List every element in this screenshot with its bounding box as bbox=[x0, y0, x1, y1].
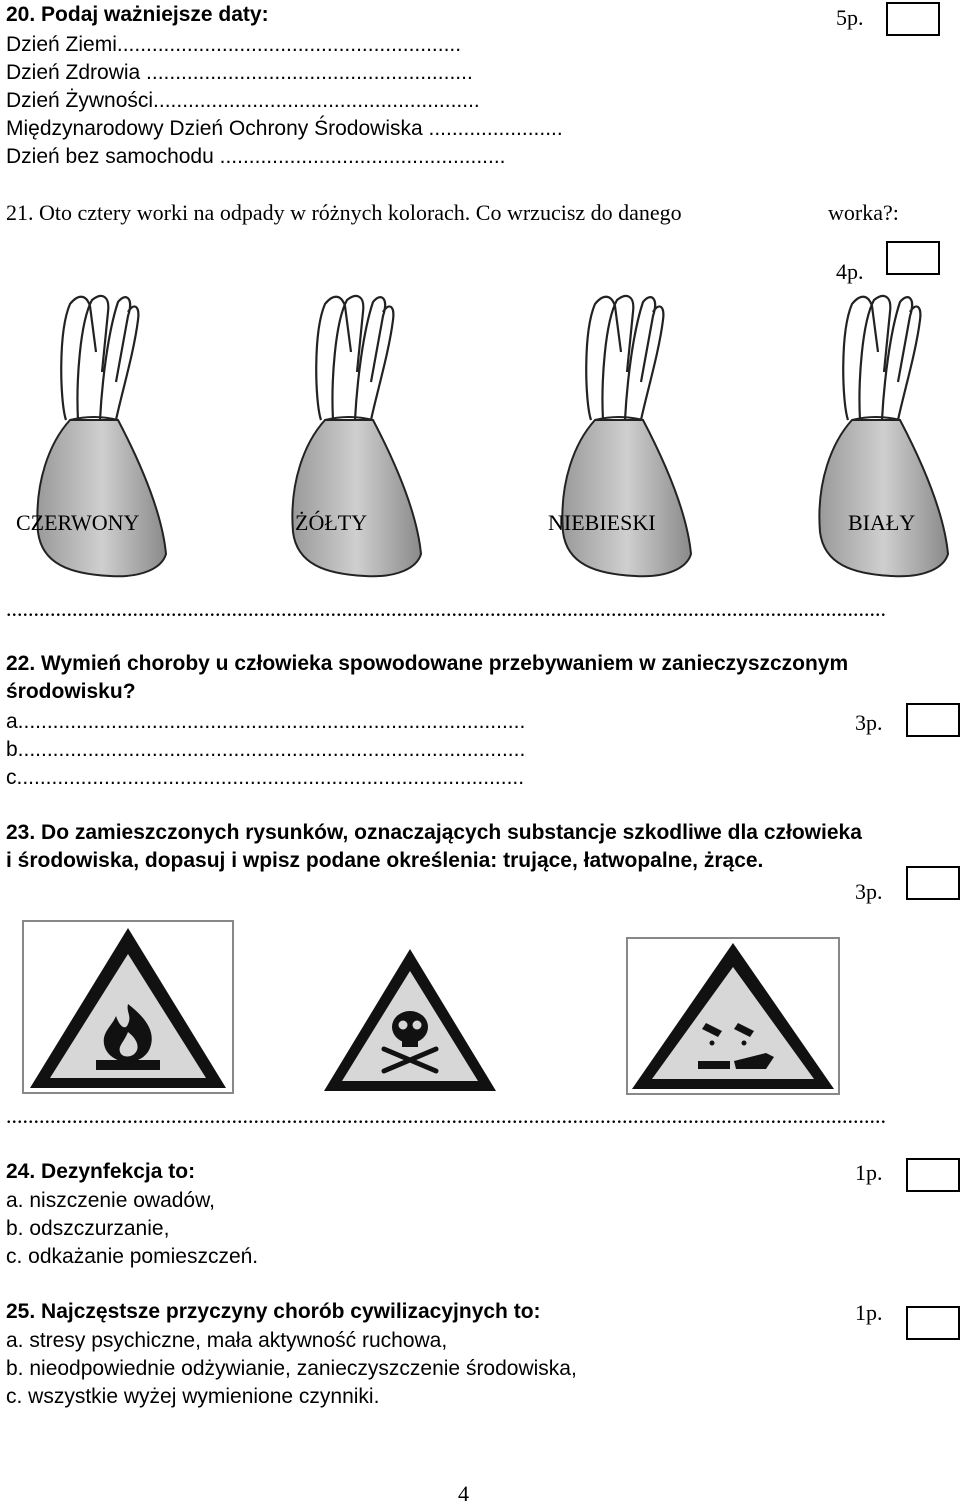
q24-title: 24. Dezynfekcja to: bbox=[6, 1160, 196, 1183]
q21-answer-line[interactable]: ................................................................................................................................................................ bbox=[6, 596, 886, 621]
q23-title: 23. Do zamieszczonych rysunków, oznaczających substancje szkodliwe dla człowieka bbox=[6, 821, 862, 844]
q22-title: 22. Wymień choroby u człowieka spowodowane przebywaniem w zanieczyszczonym bbox=[6, 652, 849, 675]
q24-option-a[interactable]: a. niszczenie owadów, bbox=[6, 1189, 215, 1212]
bag-label-red: CZERWONY bbox=[16, 510, 140, 535]
q20-line-3: Dzień Żywności........................................................ bbox=[6, 89, 480, 112]
corrosive-sign bbox=[626, 937, 840, 1095]
q20-points: 5p. bbox=[836, 5, 864, 30]
q24-option-c[interactable]: c. odkażanie pomieszczeń. bbox=[6, 1245, 259, 1268]
toxic-sign bbox=[320, 945, 500, 1095]
q20-title: 20. Podaj ważniejsze daty: bbox=[6, 3, 269, 26]
q22-points: 3p. bbox=[855, 710, 883, 735]
q21-score-box[interactable] bbox=[886, 241, 940, 275]
bag-label-yellow: ŻÓŁTY bbox=[295, 510, 368, 535]
q23-points: 3p. bbox=[855, 879, 883, 904]
q25-option-c[interactable]: c. wszystkie wyżej wymienione czynniki. bbox=[6, 1385, 380, 1408]
q22-title-cont: środowisku? bbox=[6, 680, 136, 703]
q24-option-b[interactable]: b. odszczurzanie, bbox=[6, 1217, 170, 1240]
flammable-sign bbox=[22, 920, 234, 1094]
q22-answer-c[interactable]: c....................................................................................... bbox=[6, 766, 525, 789]
q25-score-box[interactable] bbox=[906, 1306, 960, 1340]
q22-score-box[interactable] bbox=[906, 703, 960, 737]
q20-line-2: Dzień Zdrowia ........................................................ bbox=[6, 61, 473, 84]
q24-points: 1p. bbox=[855, 1160, 883, 1185]
q20-line-5: Dzień bez samochodu ................................................. bbox=[6, 145, 506, 168]
q20-score-box[interactable] bbox=[886, 2, 940, 36]
q21-title-end: worka?: bbox=[828, 200, 899, 225]
bag-label-white: BIAŁY bbox=[848, 510, 916, 535]
q23-answer-line[interactable]: ................................................................................................................................................................ bbox=[6, 1103, 886, 1128]
q25-points: 1p. bbox=[855, 1300, 883, 1325]
bag-label-blue: NIEBIESKI bbox=[548, 510, 656, 535]
q20-line-4: Międzynarodowy Dzień Ochrony Środowiska ....................... bbox=[6, 117, 563, 140]
q22-answer-b[interactable]: b....................................................................................... bbox=[6, 738, 526, 761]
q21-points: 4p. bbox=[836, 259, 864, 284]
q24-score-box[interactable] bbox=[906, 1158, 960, 1192]
q21-title: 21. Oto cztery worki na odpady w różnych kolorach. Co wrzucisz do danego bbox=[6, 200, 682, 225]
q23-score-box[interactable] bbox=[906, 866, 960, 900]
q25-title: 25. Najczęstsze przyczyny chorób cywilizacyjnych to: bbox=[6, 1300, 541, 1323]
q25-option-a[interactable]: a. stresy psychiczne, mała aktywność ruchowa, bbox=[6, 1329, 448, 1352]
q20-line-1: Dzień Ziemi........................................................... bbox=[6, 33, 462, 56]
page-number: 4 bbox=[458, 1481, 469, 1506]
q25-option-b[interactable]: b. nieodpowiednie odżywianie, zanieczyszczenie środowiska, bbox=[6, 1357, 577, 1380]
q22-answer-a[interactable]: a....................................................................................... bbox=[6, 710, 526, 733]
q23-title-cont: i środowiska, dopasuj i wpisz podane określenia: trujące, łatwopalne, żrące. bbox=[6, 849, 764, 872]
